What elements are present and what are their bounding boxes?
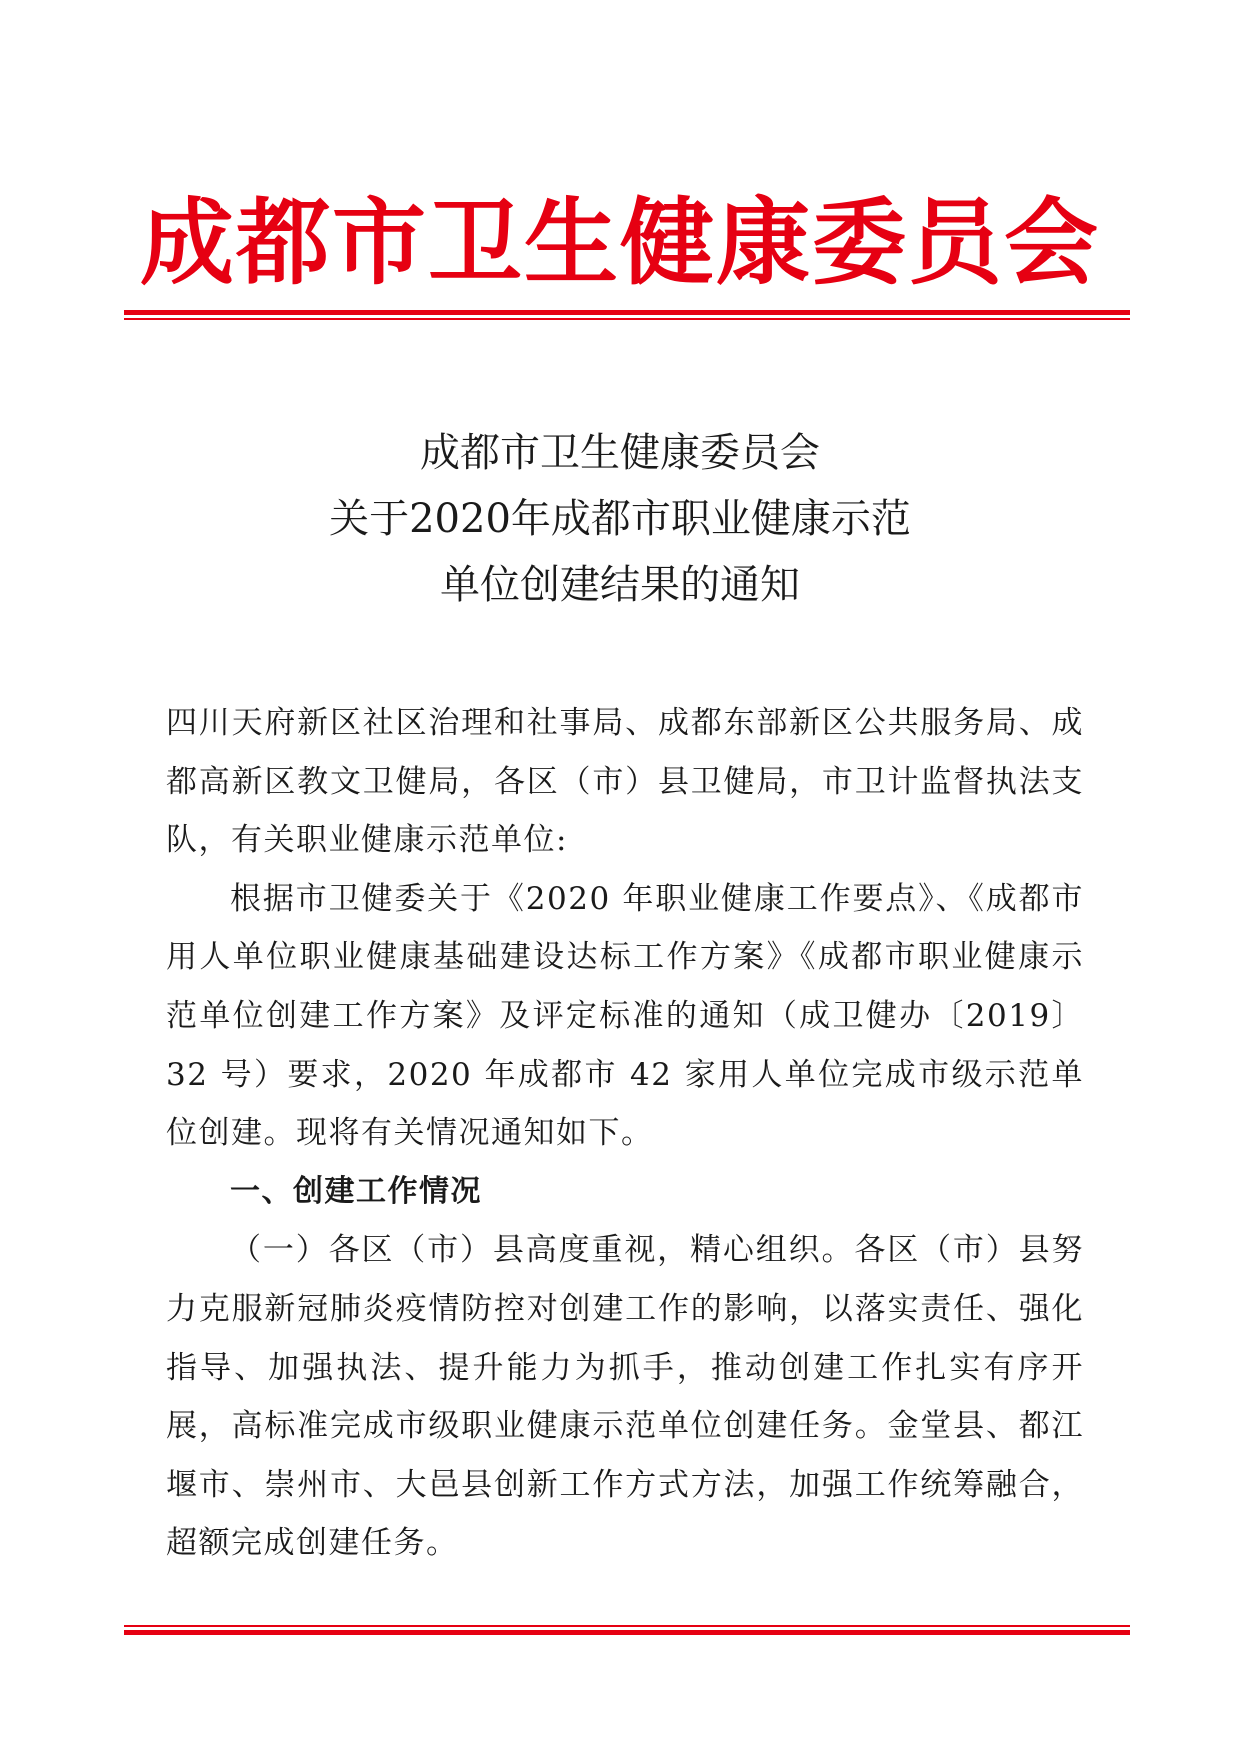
letterhead-red-divider (124, 310, 1130, 320)
document-body (166, 694, 1084, 1573)
section-heading: 一、创建工作情况 (230, 1173, 482, 1209)
section-paragraph: （一）各区（市）县高度重视，精心组织。各区（市）县努力克服新冠肺炎疫情防控对创建工作的影响，以落实责任、强化指导、加强执法、提升能力为抓手，推动创建工作扎实有序开展，高标准完成市级职业健康示范单位创建任务。金堂县、都江堰市、崇州市、大邑县创新工作方式方法，加强工作统筹融合，超额完成创建任务。 (166, 1232, 1084, 1562)
footer-red-divider (124, 1625, 1130, 1635)
recipients-paragraph: 四川天府新区社区治理和社事局、成都东部新区公共服务局、成都高新区教文卫健局，各区（市）县卫健局，市卫计监督执法支队，有关职业健康示范单位: (166, 705, 1084, 859)
intro-paragraph: 根据市卫健委关于《2020 年职业健康工作要点》、《成都市用人单位职业健康基础建设达标工作方案》《成都市职业健康示范单位创建工作方案》及评定标准的通知（成卫健办〔2019〕32 号）要求，2020 年成都市 42 家用人单位完成市级示范单位创建。现将有关情况通知如下。 (166, 880, 1084, 1152)
document-title (0, 420, 1240, 618)
title-line-3: 单位创建结果的通知 (440, 562, 800, 608)
letterhead-organization: 成都市卫生健康委员会 (139, 188, 1100, 298)
title-line-1: 成都市卫生健康委员会 (420, 430, 820, 476)
title-line-2: 关于2020年成都市职业健康示范 (329, 496, 911, 542)
